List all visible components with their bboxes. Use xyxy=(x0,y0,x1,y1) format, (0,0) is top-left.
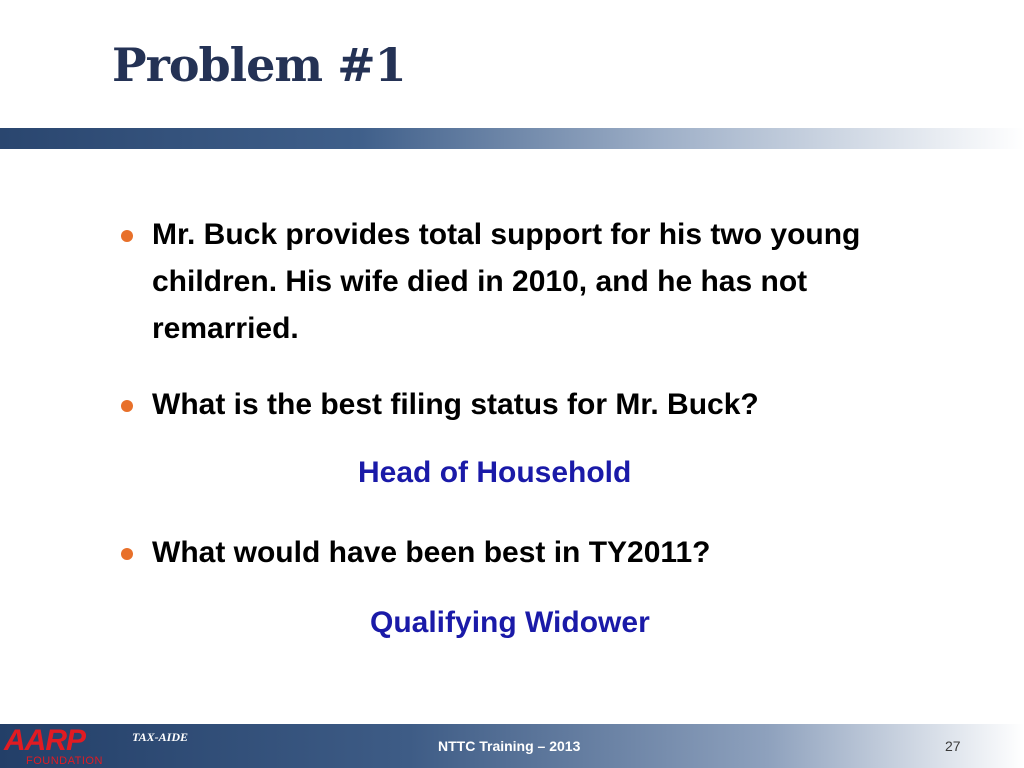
bullet-dot-icon xyxy=(121,400,133,412)
bullet-text: What would have been best in TY2011? xyxy=(152,536,711,569)
bullet-text: Mr. Buck provides total support for his two young children. His wife died in 2010, and he has not remarried. xyxy=(152,218,861,345)
tax-aide-label: TAX-AIDE xyxy=(132,730,189,744)
bullet-dot-icon xyxy=(121,230,133,242)
logo-wordmark: AARP xyxy=(4,724,86,757)
footer-title: NTTC Training – 2013 xyxy=(438,738,581,754)
slide-title: Problem #1 xyxy=(112,38,406,92)
bullet-text: What is the best filing status for Mr. Buck? xyxy=(152,388,759,421)
page-number: 27 xyxy=(945,738,961,754)
slide-footer xyxy=(0,724,1024,768)
answer-text: Qualifying Widower xyxy=(370,606,650,639)
answer-text: Head of Household xyxy=(358,456,632,489)
logo-subtext: FOUNDATION xyxy=(26,755,103,767)
title-divider-bar xyxy=(0,128,1024,149)
aarp-foundation-logo xyxy=(4,726,130,766)
bullet-dot-icon xyxy=(121,548,133,560)
